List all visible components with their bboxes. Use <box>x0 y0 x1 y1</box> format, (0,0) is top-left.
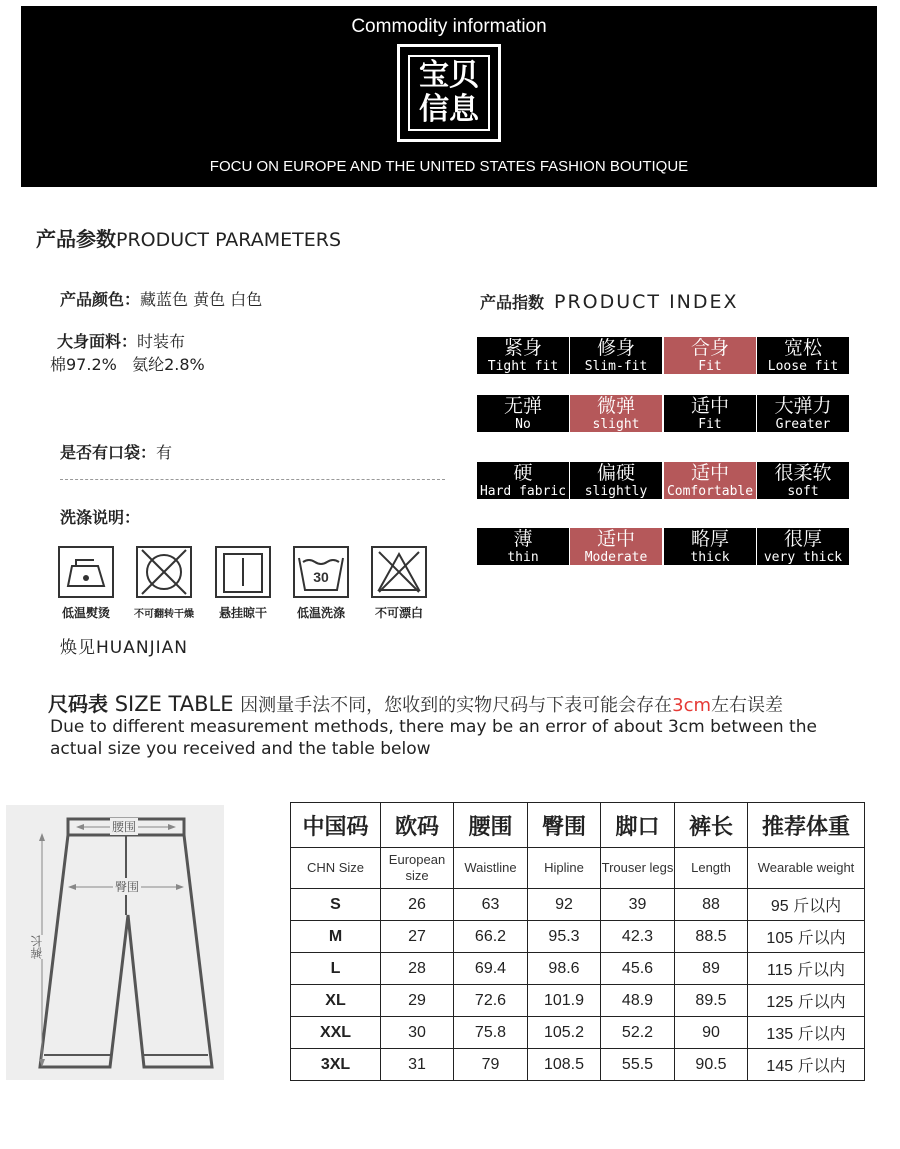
table-cell: XXL <box>291 1017 381 1049</box>
header-top-text: Commodity information <box>351 16 547 37</box>
index-cell-en: No elasticity <box>477 417 569 432</box>
table-cell: 45.6 <box>601 953 675 985</box>
table-cell: 101.9 <box>528 985 601 1017</box>
index-title <box>480 290 739 313</box>
table-cell: 63 <box>454 889 528 921</box>
index-cell <box>477 337 569 374</box>
table-cell: 26 <box>381 889 454 921</box>
fabric-row <box>57 329 185 352</box>
index-cell-en: Tight fit <box>477 359 569 374</box>
table-header-en: CHN Size <box>291 848 381 889</box>
table-cell: 145 斤以内 <box>748 1049 865 1081</box>
size-note <box>240 695 783 716</box>
no-tumble-dry-icon <box>136 546 192 598</box>
index-cell-cn: 合身 <box>664 337 756 359</box>
table-cell: 75.8 <box>454 1017 528 1049</box>
index-title-cn: 产品指数 <box>480 293 545 312</box>
table-cell: 95 斤以内 <box>748 889 865 921</box>
table-cell: 39 <box>601 889 675 921</box>
header-title-box <box>397 44 501 142</box>
index-cell-en: thick <box>664 550 756 565</box>
table-cell: 52.2 <box>601 1017 675 1049</box>
size-title <box>48 688 783 717</box>
table-header-en-row <box>291 848 865 889</box>
index-cell-cn: 修身 <box>570 337 662 359</box>
fabric-label: 大身面料： <box>57 332 138 351</box>
wash-label: 洗涤说明： <box>60 508 141 527</box>
index-cell-cn: 大弹力 <box>757 395 849 417</box>
pocket-row <box>60 440 172 463</box>
header-bottom-text: FOCU ON EUROPE AND THE UNITED STATES FASHION BOUTIQUE <box>209 158 689 175</box>
index-cell <box>757 462 849 499</box>
index-cell <box>570 528 662 565</box>
index-cell-cn: 硬 <box>477 462 569 484</box>
index-cell-cn: 宽松 <box>757 337 849 359</box>
index-cell <box>477 395 569 447</box>
brand: 焕见HUANJIAN <box>60 638 188 658</box>
table-cell: 30 <box>381 1017 454 1049</box>
table-row <box>291 921 865 953</box>
table-header-cn: 中国码 <box>291 803 381 848</box>
index-cell-cn: 很厚 <box>757 528 849 550</box>
table-cell: M <box>291 921 381 953</box>
wash-label-1: 不可翻转干燥 <box>134 609 194 620</box>
table-header-cn: 推荐体重 <box>748 803 865 848</box>
index-cell-en: thin <box>477 550 569 565</box>
table-cell: 135 斤以内 <box>748 1017 865 1049</box>
index-cell-cn: 适中 <box>570 528 662 550</box>
table-cell: 3XL <box>291 1049 381 1081</box>
diagram-length-label: 裤长 <box>30 935 44 959</box>
table-cell: 89 <box>675 953 748 985</box>
wash-temp: 30 <box>313 569 329 585</box>
table-header-en: Hipline <box>528 848 601 889</box>
table-header-cn: 欧码 <box>381 803 454 848</box>
index-cell <box>477 462 569 499</box>
table-cell: 55.5 <box>601 1049 675 1081</box>
table-cell: 105.2 <box>528 1017 601 1049</box>
wash-label-3: 低温洗涤 <box>296 606 345 620</box>
index-cell-en: Hard fabric <box>477 484 569 499</box>
table-cell: 90.5 <box>675 1049 748 1081</box>
fabric-value: 时装布 <box>137 332 186 351</box>
index-title-en: PRODUCT INDEX <box>554 291 739 313</box>
index-cell-cn: 很柔软 <box>757 462 849 484</box>
table-header-cn: 裤长 <box>675 803 748 848</box>
index-cell <box>664 528 756 565</box>
size-note-en: Due to different measurement methods, there may be an error of about 3cm between the actual size you received and the table below <box>50 717 817 759</box>
table-cell: 90 <box>675 1017 748 1049</box>
index-cell-cn: 微弹 <box>570 395 662 417</box>
index-cell-en: Fit <box>664 359 756 374</box>
table-cell: 42.3 <box>601 921 675 953</box>
index-grid <box>477 337 857 577</box>
index-cell-en: very thick <box>757 550 849 565</box>
divider <box>60 479 445 480</box>
index-cell-en: Fit <box>664 417 756 432</box>
table-cell: 89.5 <box>675 985 748 1017</box>
index-cell-cn: 略厚 <box>664 528 756 550</box>
params-title-en: PRODUCT PARAMETERS <box>116 229 342 251</box>
pocket-value: 有 <box>156 443 173 462</box>
diagram-hip-label: 臀围 <box>115 880 140 894</box>
index-cell-cn: 紧身 <box>477 337 569 359</box>
index-cell <box>757 395 849 432</box>
table-row <box>291 1017 865 1049</box>
table-cell: 27 <box>381 921 454 953</box>
wash-label-4: 不可漂白 <box>374 606 423 620</box>
low-temp-iron-icon <box>58 546 114 598</box>
diagram-waist-label: 腰围 <box>112 820 137 834</box>
index-cell-cn: 薄 <box>477 528 569 550</box>
index-cell-en: Comfortable <box>664 484 756 499</box>
index-cell <box>570 337 662 374</box>
table-cell: S <box>291 889 381 921</box>
index-cell <box>757 528 849 565</box>
index-cell-cn: 无弹 <box>477 395 569 417</box>
color-row <box>60 287 262 310</box>
table-cell: L <box>291 953 381 985</box>
table-cell: 72.6 <box>454 985 528 1017</box>
table-row <box>291 953 865 985</box>
header-title-line1: 宝贝 <box>419 58 479 93</box>
table-header-cn: 腰围 <box>454 803 528 848</box>
pants-diagram <box>6 805 224 1080</box>
table-cell: 48.9 <box>601 985 675 1017</box>
size-title-cn: 尺码表 <box>48 692 108 716</box>
table-cell: 95.3 <box>528 921 601 953</box>
header-banner <box>21 6 877 187</box>
table-header-cn: 脚口 <box>601 803 675 848</box>
wash-label-2: 悬挂晾干 <box>218 606 267 620</box>
table-row <box>291 1049 865 1081</box>
index-cell-en: Slim-fit <box>570 359 662 374</box>
table-cell: 125 斤以内 <box>748 985 865 1017</box>
wash-30-icon <box>293 546 349 598</box>
table-header-en: Waistline <box>454 848 528 889</box>
table-cell: 105 斤以内 <box>748 921 865 953</box>
params-title <box>36 223 341 252</box>
size-note-after: 左右误差 <box>711 695 784 716</box>
color-value: 藏蓝色 黄色 白色 <box>140 290 263 309</box>
header-title-line2: 信息 <box>419 92 479 127</box>
table-cell: 92 <box>528 889 601 921</box>
color-label: 产品颜色： <box>60 290 141 309</box>
index-cell-en: soft <box>757 484 849 499</box>
table-cell: 115 斤以内 <box>748 953 865 985</box>
table-cell: 88.5 <box>675 921 748 953</box>
table-cell: 28 <box>381 953 454 985</box>
index-cell-cn: 适中 <box>664 395 756 417</box>
index-cell-en: slightly <box>570 484 662 499</box>
index-cell <box>477 528 569 565</box>
hang-dry-icon <box>215 546 271 598</box>
index-cell-en: slight <box>570 417 662 432</box>
table-cell: 108.5 <box>528 1049 601 1081</box>
table-header-en: Length <box>675 848 748 889</box>
wash-icons <box>58 546 458 626</box>
table-cell: 98.6 <box>528 953 601 985</box>
table-cell: 66.2 <box>454 921 528 953</box>
size-table <box>290 802 865 1081</box>
pocket-label: 是否有口袋： <box>60 443 157 462</box>
index-cell-en: Moderate <box>570 550 662 565</box>
index-cell-cn: 适中 <box>664 462 756 484</box>
table-cell: 31 <box>381 1049 454 1081</box>
table-row <box>291 985 865 1017</box>
size-note-red: 3cm <box>672 695 712 716</box>
index-cell <box>664 462 756 499</box>
index-cell <box>664 395 756 432</box>
index-cell <box>570 462 662 499</box>
table-cell: 79 <box>454 1049 528 1081</box>
wash-label-0: 低温熨烫 <box>61 606 110 620</box>
index-cell <box>570 395 662 432</box>
index-cell <box>757 337 849 374</box>
size-title-en: SIZE TABLE <box>114 692 234 716</box>
table-cell: 69.4 <box>454 953 528 985</box>
table-header-cn-row <box>291 803 865 848</box>
table-header-cn: 臀围 <box>528 803 601 848</box>
index-cell <box>664 337 756 374</box>
table-header-en: Trouser legs <box>601 848 675 889</box>
params-title-cn: 产品参数 <box>36 227 116 251</box>
table-cell: 29 <box>381 985 454 1017</box>
table-cell: 88 <box>675 889 748 921</box>
table-header-en: Wearable weight <box>748 848 865 889</box>
table-cell: XL <box>291 985 381 1017</box>
size-note-before: 因测量手法不同，您收到的实物尺码与下表可能会存在 <box>240 695 673 716</box>
table-row <box>291 889 865 921</box>
composition: 棉97.2% 氨纶2.8% <box>50 355 205 374</box>
index-cell-cn: 偏硬 <box>570 462 662 484</box>
no-bleach-icon <box>371 546 427 598</box>
index-cell-en: Loose fit <box>757 359 849 374</box>
table-header-en: European size <box>381 848 454 889</box>
index-cell-en: Greater <box>757 417 849 432</box>
